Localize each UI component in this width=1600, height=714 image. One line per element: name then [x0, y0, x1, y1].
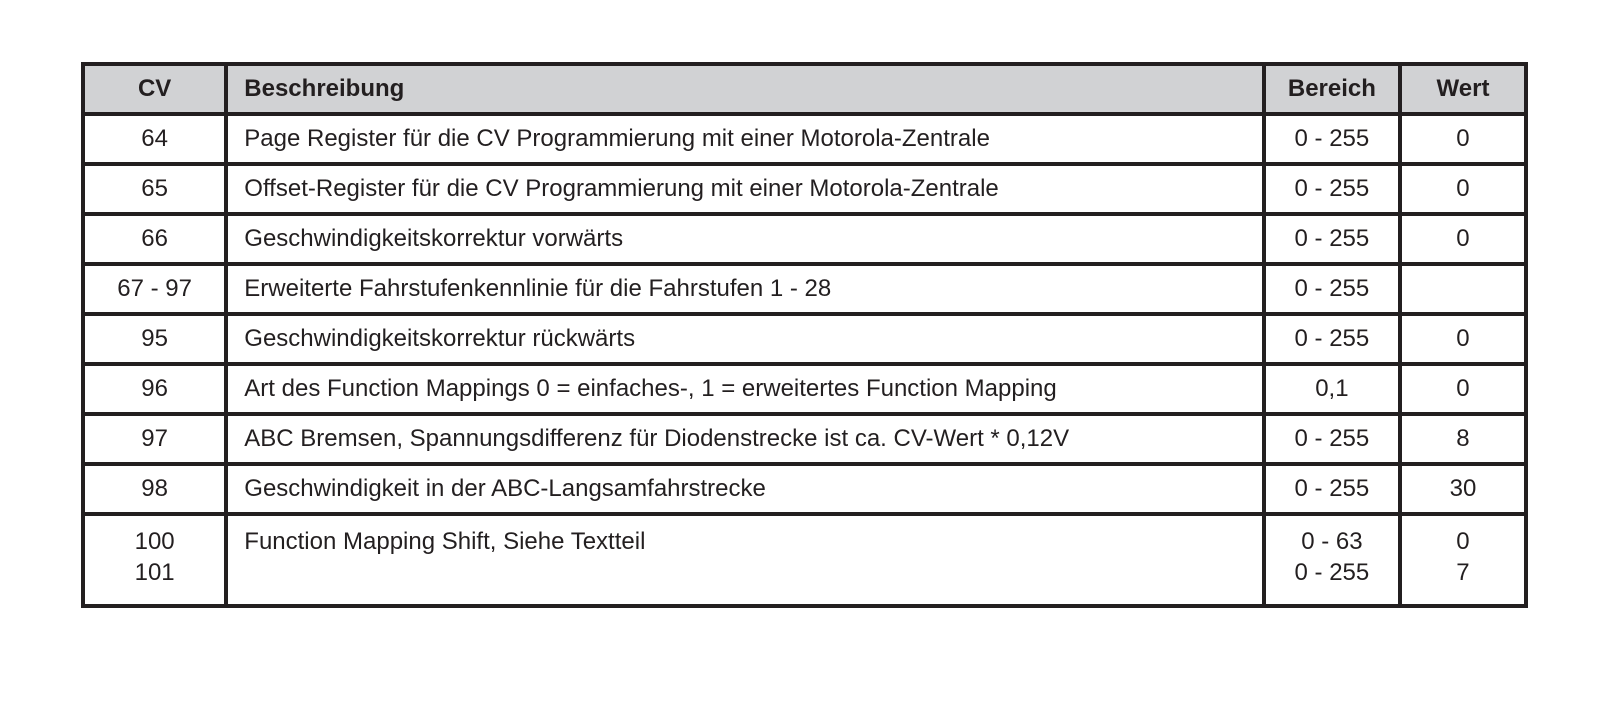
cell-beschreibung: Page Register für die CV Programmierung mit einer Motorola-Zentrale	[226, 114, 1264, 164]
table-row	[83, 264, 1526, 314]
table-row	[83, 164, 1526, 214]
header-bereich: Bereich	[1264, 64, 1400, 114]
cv-table	[81, 62, 1528, 608]
cell-bereich: 0 - 255	[1264, 314, 1400, 364]
cell-cv: 97	[83, 414, 226, 464]
cell-bereich: 0 - 255	[1264, 464, 1400, 514]
cell-cv: 67 - 97	[83, 264, 226, 314]
cell-wert: 30	[1400, 464, 1526, 514]
cell-bereich: 0 - 255	[1264, 164, 1400, 214]
cell-wert: 0	[1400, 214, 1526, 264]
cell-wert	[1400, 264, 1526, 314]
cell-cv-line: 100	[134, 528, 175, 555]
cell-wert: 8	[1400, 414, 1526, 464]
cell-wert	[1400, 514, 1526, 606]
cell-bereich: 0 - 255	[1264, 264, 1400, 314]
cell-cv	[83, 514, 226, 606]
cell-bereich: 0 - 255	[1264, 114, 1400, 164]
cell-wert: 0	[1400, 114, 1526, 164]
cell-cv: 96	[83, 364, 226, 414]
cell-cv: 98	[83, 464, 226, 514]
table-row	[83, 514, 1526, 606]
cell-bereich-line: 0 - 255	[1294, 559, 1370, 586]
cell-bereich: 0 - 255	[1264, 214, 1400, 264]
cell-wert-line: 7	[1456, 559, 1470, 586]
cell-beschreibung	[226, 514, 1264, 606]
cell-bereich: 0 - 255	[1264, 414, 1400, 464]
cell-cv: 66	[83, 214, 226, 264]
cell-beschreibung: Art des Function Mappings 0 = einfaches-, 1 = erweitertes Function Mapping	[226, 364, 1264, 414]
table-row	[83, 214, 1526, 264]
cell-beschreibung: Geschwindigkeit in der ABC-Langsamfahrstrecke	[226, 464, 1264, 514]
header-cv: CV	[83, 64, 226, 114]
header-row	[83, 64, 1526, 114]
cell-beschreibung: Geschwindigkeitskorrektur rückwärts	[226, 314, 1264, 364]
cell-cv: 95	[83, 314, 226, 364]
cell-bereich	[1264, 514, 1400, 606]
cell-wert: 0	[1400, 164, 1526, 214]
cell-beschreibung: Geschwindigkeitskorrektur vorwärts	[226, 214, 1264, 264]
table-row	[83, 114, 1526, 164]
cell-beschreibung: Erweiterte Fahrstufenkennlinie für die Fahrstufen 1 - 28	[226, 264, 1264, 314]
cell-cv: 65	[83, 164, 226, 214]
table-row	[83, 314, 1526, 364]
cell-beschreibung: ABC Bremsen, Spannungsdifferenz für Diodenstrecke ist ca. CV-Wert * 0,12V	[226, 414, 1264, 464]
table-row	[83, 364, 1526, 414]
table-row	[83, 464, 1526, 514]
cell-cv-line: 101	[134, 559, 175, 586]
cell-wert: 0	[1400, 364, 1526, 414]
cell-beschreibung-line: Function Mapping Shift, Siehe Textteil	[244, 528, 646, 555]
cell-cv: 64	[83, 114, 226, 164]
table-row	[83, 414, 1526, 464]
cell-wert: 0	[1400, 314, 1526, 364]
cell-bereich: 0,1	[1264, 364, 1400, 414]
cell-wert-line: 0	[1456, 528, 1470, 555]
cell-bereich-line: 0 - 63	[1301, 528, 1363, 555]
header-beschreibung: Beschreibung	[226, 64, 1264, 114]
cell-beschreibung: Offset-Register für die CV Programmierung mit einer Motorola-Zentrale	[226, 164, 1264, 214]
header-wert: Wert	[1400, 64, 1526, 114]
